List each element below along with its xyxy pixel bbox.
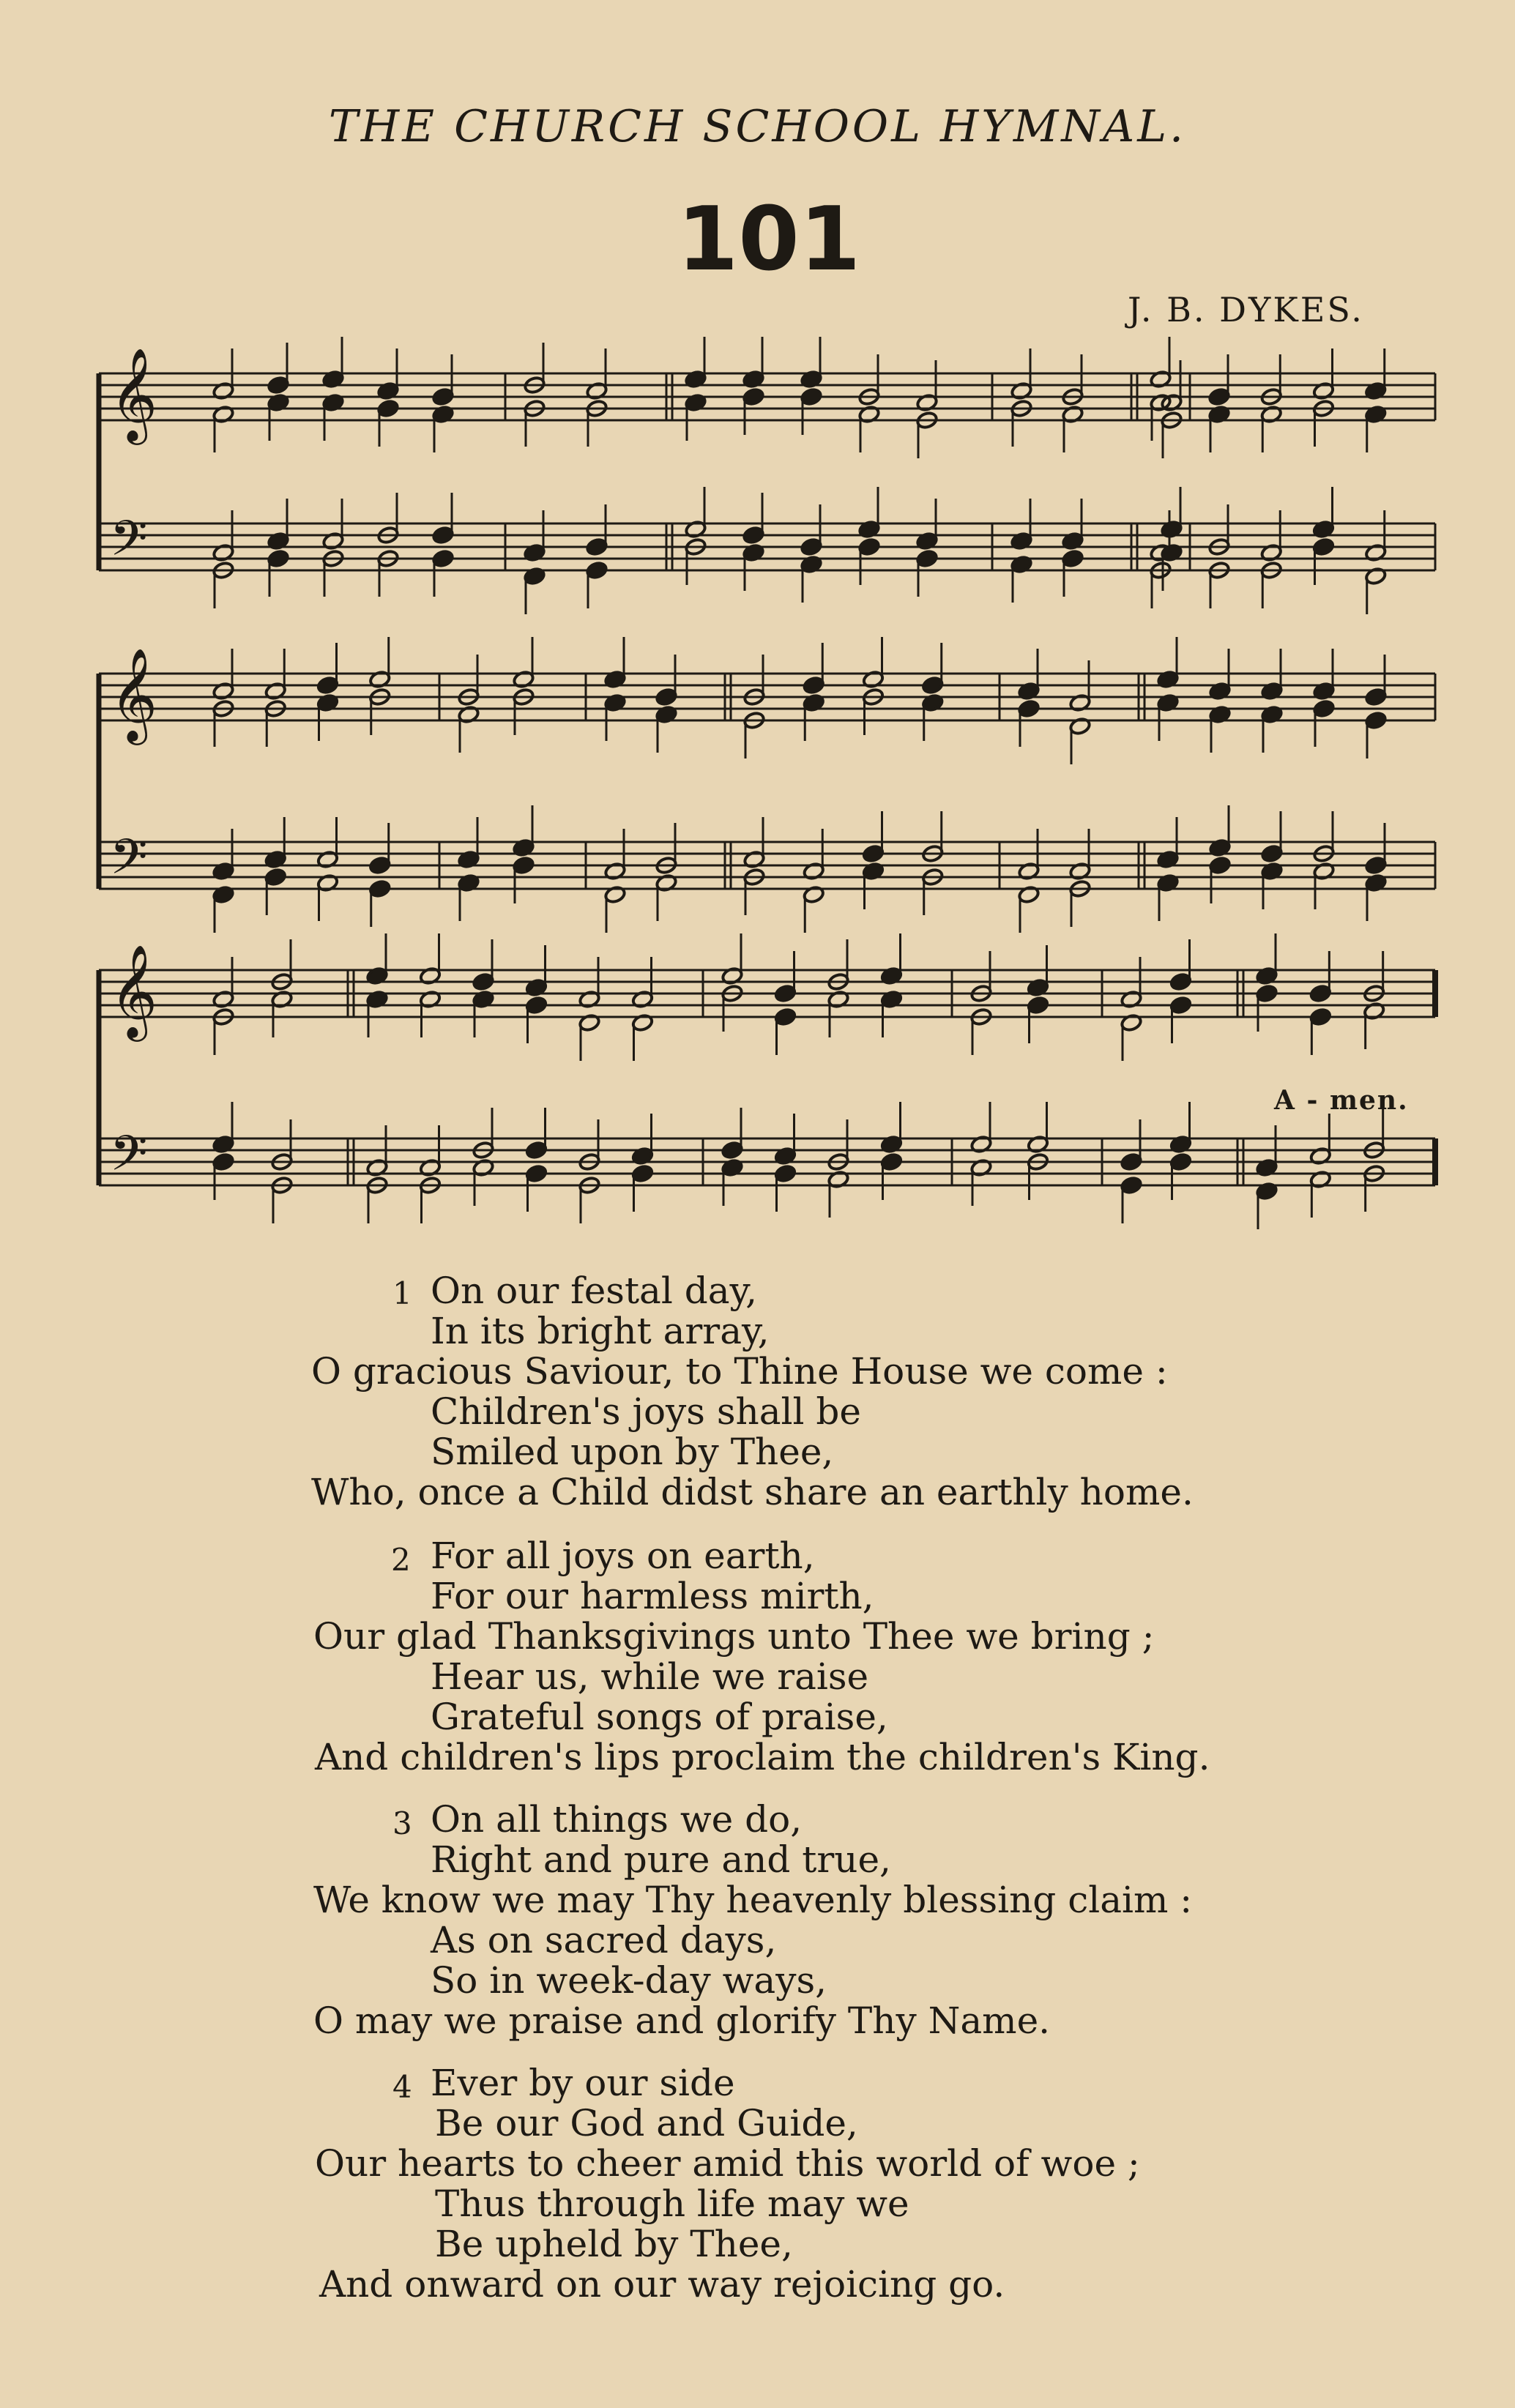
verse-line: O gracious Saviour, to Thine House we come : [311,1350,1168,1393]
verse-line: Be upheld by Thee, [435,2223,793,2265]
verse-line: Be our God and Guide, [435,2102,858,2144]
amen-lyric: A - men. [1274,1085,1409,1116]
verse-line: Children's joys shall be [431,1390,861,1433]
treble-clef: 𝄞 [110,647,158,741]
verse-number: 2 [391,1542,411,1578]
verse-line: Our hearts to cheer amid this world of woe ; [315,2142,1140,2185]
verse-line: Smiled upon by Thee, [431,1431,834,1473]
verse-line: O may we praise and glorify Thy Name. [313,1999,1051,2042]
verse-line: Our glad Thanksgivings unto Thee we bring ; [313,1615,1155,1658]
hymn-number: 101 [677,189,861,291]
treble-clef: 𝄞 [110,944,158,1037]
verse-line: On our festal day, [431,1270,758,1312]
verse-line: For all joys on earth, [431,1535,815,1577]
verse-line: So in week-day ways, [431,1959,827,2002]
bass-clef: 𝄢 [110,510,148,578]
running-head: THE CHURCH SCHOOL HYMNAL. [328,101,1187,152]
verse-line: Thus through life may we [435,2183,909,2225]
verse-line: And onward on our way rejoicing go. [319,2263,1005,2306]
verse-number: 4 [392,2069,412,2105]
verse-line: As on sacred days, [431,1919,777,1961]
verse-line: Hear us, while we raise [431,1655,869,1698]
verse-number: 1 [392,1275,412,1311]
verse-line: And children's lips proclaim the children's King. [315,1736,1210,1778]
bass-clef: 𝄢 [110,1125,148,1193]
treble-clef: 𝄞 [110,347,158,441]
verse-line: Ever by our side [431,2062,735,2104]
verse-line: We know we may Thy heavenly blessing claim : [313,1879,1193,1921]
verse-line: In its bright array, [431,1310,770,1352]
verse-number: 3 [392,1805,412,1841]
verse-line: For our harmless mirth, [431,1575,874,1617]
music-score [0,337,1515,1281]
verse-line: Grateful songs of praise, [431,1696,888,1738]
verse-line: Right and pure and true, [431,1838,891,1881]
verse-line: On all things we do, [431,1798,803,1841]
verse-line: Who, once a Child didst share an earthly home. [311,1471,1194,1513]
bass-clef: 𝄢 [110,829,148,897]
composer-credit: J. B. DYKES. [1128,290,1364,329]
